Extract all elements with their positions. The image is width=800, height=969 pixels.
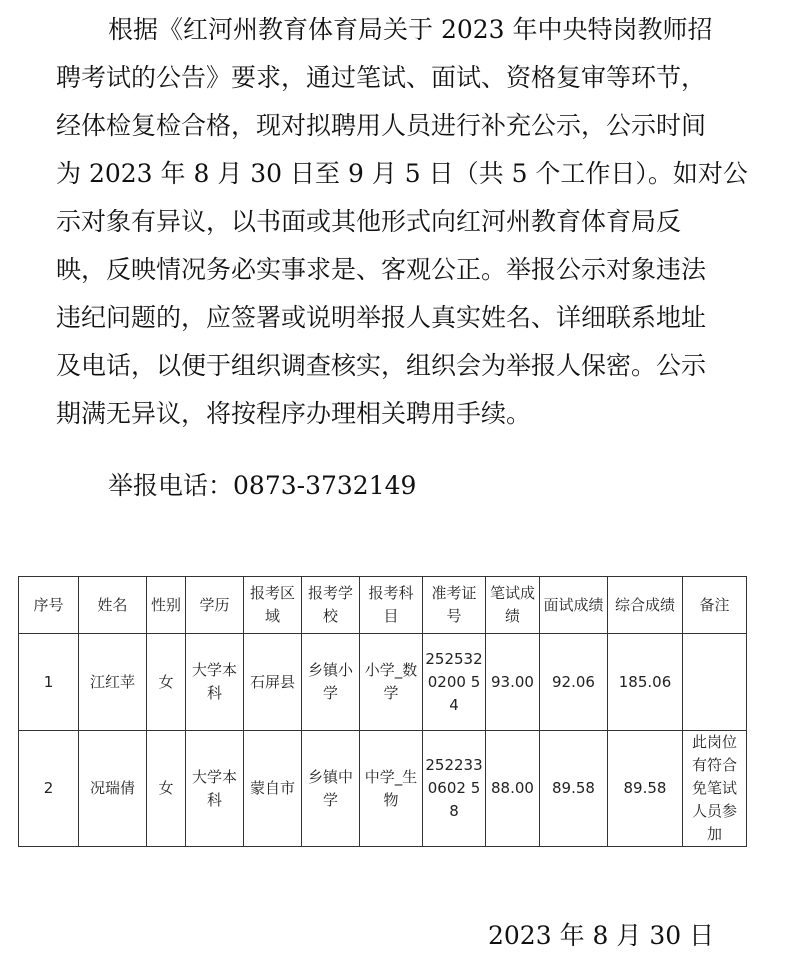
header-cell: 综合成绩 <box>608 577 683 634</box>
candidate-table <box>18 576 747 847</box>
header-cell: 报考学校 <box>302 577 360 634</box>
cell-education: 大学本科 <box>186 634 244 731</box>
header-cell: 准考证号 <box>423 577 486 634</box>
cell-total-score: 89.58 <box>608 731 683 847</box>
cell-gender: 女 <box>147 731 186 847</box>
notice-line: 映，反映情况务必实事求是、客观公正。举报公示对象违法 <box>56 255 707 284</box>
cell-no: 1 <box>19 634 79 731</box>
cell-exam-id: 2525320200 54 <box>423 634 486 731</box>
cell-education: 大学本科 <box>186 731 244 847</box>
cell-name: 江红苹 <box>79 634 147 731</box>
hotline-label: 举报电话： <box>108 471 234 500</box>
cell-interview-score: 89.58 <box>540 731 608 847</box>
notice-line: 违纪问题的，应签署或说明举报人真实姓名、详细联系地址 <box>56 303 707 332</box>
header-cell: 面试成绩 <box>540 577 608 634</box>
header-cell: 序号 <box>19 577 79 634</box>
cell-school: 乡镇小学 <box>302 634 360 731</box>
notice-line: 示对象有异议，以书面或其他形式向红河州教育体育局反 <box>56 207 682 236</box>
cell-gender: 女 <box>147 634 186 731</box>
cell-remark <box>683 634 747 731</box>
cell-subject: 中学_生物 <box>360 731 423 847</box>
notice-date: 2023 年 8 月 30 日 <box>488 921 715 950</box>
cell-exam-id: 2522330602 58 <box>423 731 486 847</box>
cell-interview-score: 92.06 <box>540 634 608 731</box>
cell-written-score: 93.00 <box>486 634 540 731</box>
notice-paragraph <box>56 6 746 438</box>
cell-written-score: 88.00 <box>486 731 540 847</box>
report-hotline <box>108 462 416 510</box>
cell-region: 蒙自市 <box>244 731 302 847</box>
cell-school: 乡镇中学 <box>302 731 360 847</box>
header-cell: 笔试成绩 <box>486 577 540 634</box>
header-cell: 报考区域 <box>244 577 302 634</box>
notice-line: 聘考试的公告》要求，通过笔试、面试、资格复审等环节， <box>56 63 707 92</box>
header-cell: 报考科目 <box>360 577 423 634</box>
hotline-number: 0873-3732149 <box>233 471 417 500</box>
notice-line: 期满无异议，将按程序办理相关聘用手续。 <box>56 399 532 428</box>
notice-line: 经体检复检合格，现对拟聘用人员进行补充公示，公示时间 <box>56 111 707 140</box>
header-cell: 备注 <box>683 577 747 634</box>
table-row <box>19 731 747 847</box>
notice-line: 根据《红河州教育体育局关于 2023 年中央特岗教师招 <box>108 15 713 44</box>
table-header-row <box>19 577 747 634</box>
notice-line: 为 2023 年 8 月 30 日至 9 月 5 日（共 5 个工作日）。如对公 <box>56 159 748 188</box>
header-cell: 姓名 <box>79 577 147 634</box>
cell-remark: 此岗位有符合免笔试人员参加 <box>683 731 747 847</box>
header-cell: 性别 <box>147 577 186 634</box>
header-cell: 学历 <box>186 577 244 634</box>
cell-region: 石屏县 <box>244 634 302 731</box>
cell-subject: 小学_数学 <box>360 634 423 731</box>
cell-name: 况瑞倩 <box>79 731 147 847</box>
cell-no: 2 <box>19 731 79 847</box>
cell-total-score: 185.06 <box>608 634 683 731</box>
table-row <box>19 634 747 731</box>
notice-line: 及电话，以便于组织调查核实，组织会为举报人保密。公示 <box>56 351 707 380</box>
